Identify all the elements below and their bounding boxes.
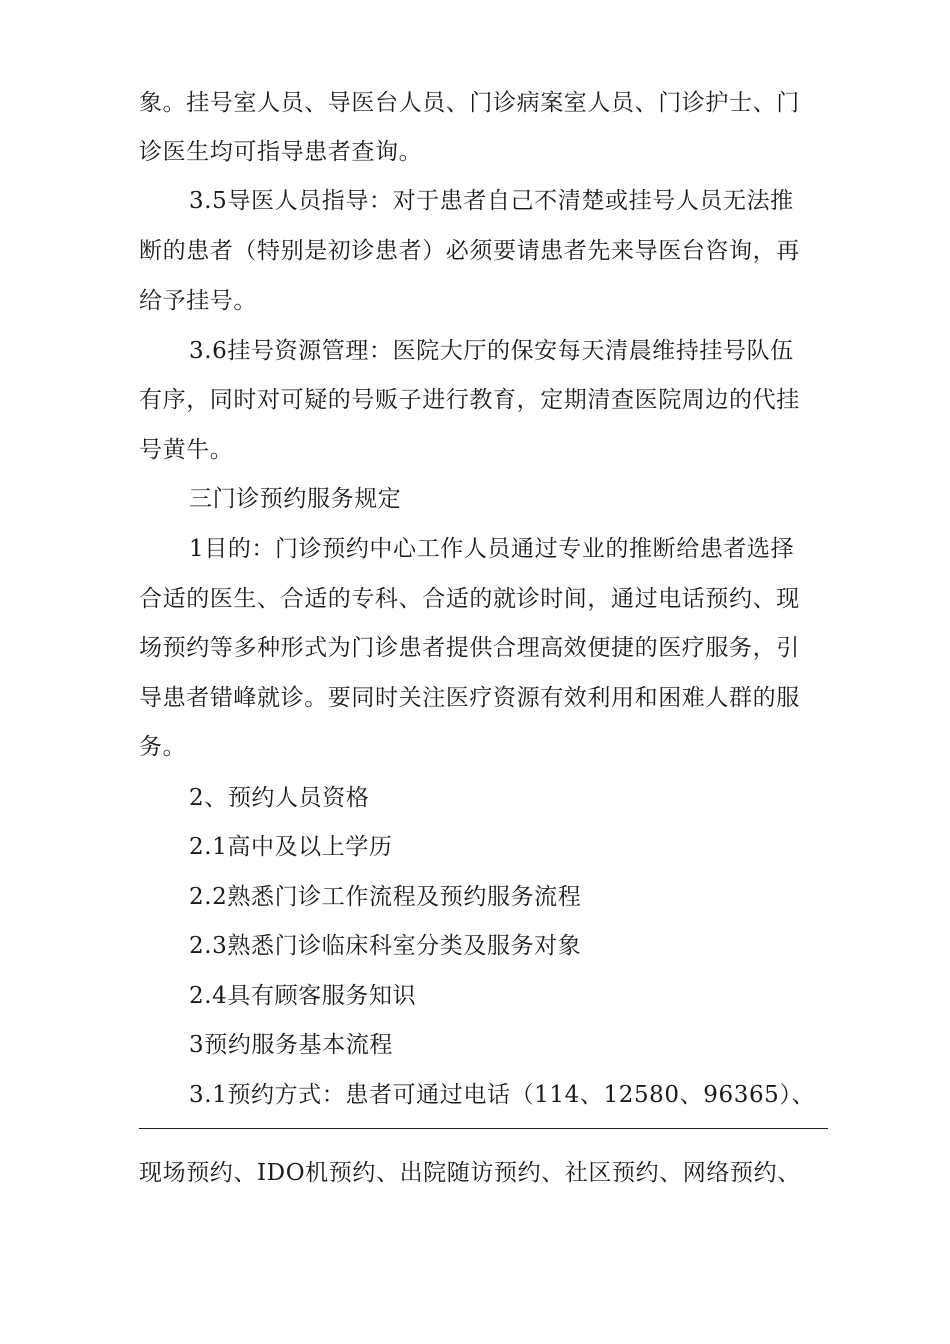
list-item: 2.3熟悉门诊临床科室分类及服务对象: [189, 933, 582, 959]
text-line: 导患者错峰就诊。要同时关注医疗资源有效利用和困难人群的服: [139, 685, 800, 711]
list-item: 2.2熟悉门诊工作流程及预约服务流程: [189, 884, 582, 910]
text-line: 场预约等多种形式为门诊患者提供合理高效便捷的医疗服务，引: [139, 635, 800, 661]
page-divider: [139, 1128, 828, 1129]
paragraph-purpose-start: 1目的：门诊预约中心工作人员通过专业的推断给患者选择: [189, 536, 795, 562]
subsection-heading: 2、预约人员资格: [189, 785, 370, 811]
text-line: 有序，同时对可疑的号贩子进行教育，定期清查医院周边的代挂: [139, 387, 800, 413]
paragraph-3-5-start: 3.5导医人员指导：对于患者自己不清楚或挂号人员无法推: [189, 188, 794, 214]
text-line: 现场预约、IDO机预约、出院随访预约、社区预约、网络预约、: [139, 1160, 801, 1186]
text-line: 合适的医生、合适的专科、合适的就诊时间，通过电话预约、现: [139, 586, 800, 612]
text-line: 务。: [139, 734, 187, 760]
paragraph-3-1-start: 3.1预约方式：患者可通过电话（114、12580、96365）、: [189, 1082, 816, 1108]
list-item: 2.4具有顾客服务知识: [189, 983, 417, 1009]
subsection-heading: 3预约服务基本流程: [189, 1032, 394, 1058]
section-heading: 三门诊预约服务规定: [189, 486, 402, 512]
list-item: 2.1高中及以上学历: [189, 834, 393, 860]
text-line: 给予挂号。: [139, 288, 257, 314]
paragraph-3-6-start: 3.6挂号资源管理：医院大厅的保安每天清晨维持挂号队伍: [189, 338, 794, 364]
text-line: 诊医生均可指导患者查询。: [139, 139, 423, 165]
text-line: 象。挂号室人员、导医台人员、门诊病案室人员、门诊护士、门: [139, 90, 800, 116]
text-line: 断的患者（特别是初诊患者）必须要请患者先来导医台咨询，再: [139, 238, 800, 264]
text-line: 号黄牛。: [139, 437, 234, 463]
